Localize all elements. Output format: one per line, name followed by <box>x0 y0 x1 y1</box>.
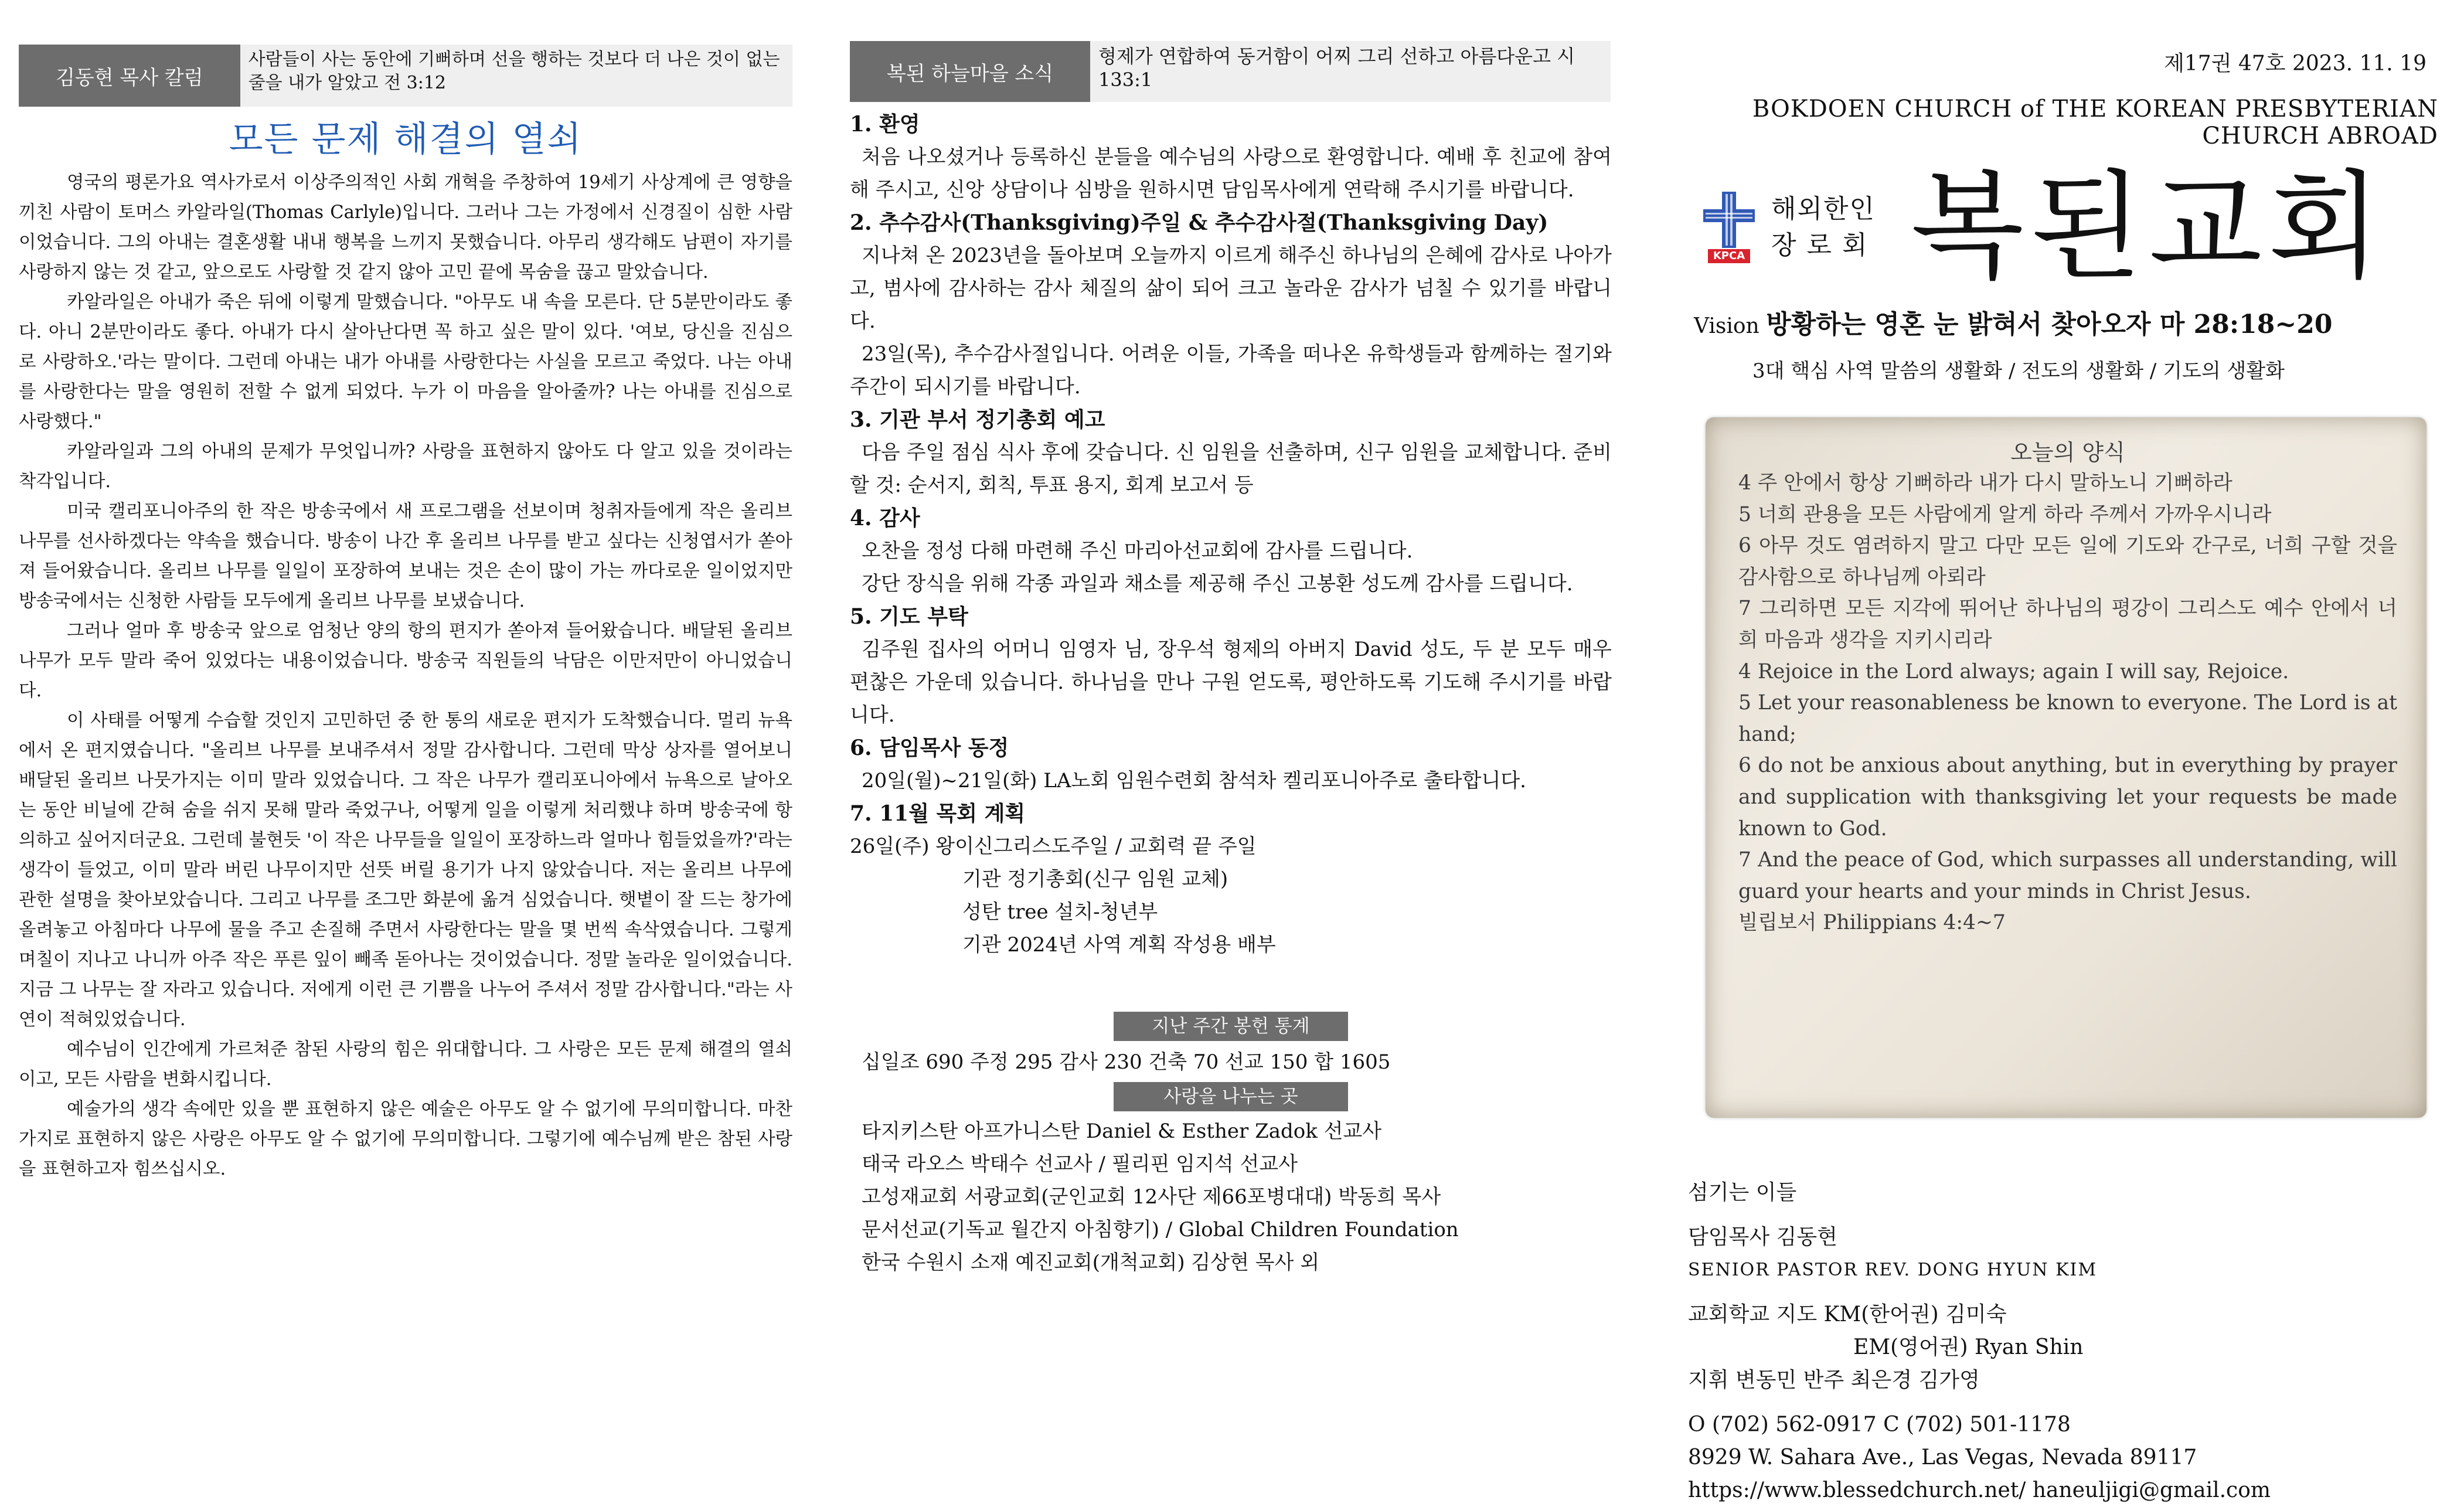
verse-line: 7 그리하면 모든 지각에 뛰어난 하나님의 평강이 그리스도 예수 안에서 너희 마음과 생각을 지키시리라 <box>1738 597 2397 652</box>
verse-line: 4 주 안에서 항상 기뻐하라 내가 다시 말하노니 기뻐하라 <box>1738 471 2232 495</box>
plan-list <box>850 830 1612 961</box>
vision-label: Vision <box>1694 314 1759 338</box>
mission-item: 한국 수원시 소재 예진교회(개척교회) 김상현 목사 외 <box>862 1251 1320 1274</box>
verse-line: 4 Rejoice in the Lord always; again I will say, Rejoice. <box>1738 659 2289 683</box>
daily-bread-title: 오늘의 양식 <box>2010 440 2125 465</box>
staff-info <box>1688 1176 2450 1507</box>
mission-item: 문서선교(기독교 월간지 아침향기) / Global Children Foundation <box>862 1218 1459 1241</box>
senior-pastor-ko: 담임목사 김동현 <box>1688 1225 1837 1249</box>
news-paragraph: 23일(목), 추수감사절입니다. 어려운 이들, 가족을 떠나온 유학생들과 함께하는 절기와 주간이 되시기를 바랍니다. <box>850 342 1612 399</box>
church-english-name: BOKDOEN CHURCH of THE KOREAN PRESBYTERIAN CHURCH ABROAD <box>1752 96 2438 149</box>
column-tag: 김동현 목사 칼럼 <box>19 45 240 107</box>
mission-item: 타지키스탄 아프가니스탄 Daniel & Esther Zadok 선교사 <box>862 1120 1382 1143</box>
verse-reference: 빌립보서 Philippians 4:4~7 <box>1738 911 2006 935</box>
staff-heading: 섬기는 이들 <box>1688 1181 1797 1205</box>
verse-line: 5 너희 관용을 모든 사람에게 알게 하라 주께서 가까우시니라 <box>1738 502 2272 526</box>
verse-line: 6 do not be anxious about anything, but in everything by prayer and supplication with thanksgiving let your requests be made known to God. <box>1738 754 2397 841</box>
mission-tag: 사랑을 나누는 곳 <box>1114 1082 1348 1111</box>
column-paragraph: 예수님이 인간에게 가르쳐준 참된 사랑의 힘은 위대합니다. 그 사랑은 모든 문제 해결의 열쇠이고, 모든 사람을 변화시킵니다. <box>19 1039 792 1090</box>
news-section-heading: 2. 추수감사(Thanksgiving)주일 & 추수감사절(Thanksgiving Day) <box>850 210 1548 235</box>
verse-line: 7 And the peace of God, which surpasses all understanding, will guard your hearts and your minds in Christ Jesus. <box>1738 848 2397 903</box>
plan-item: 성탄 tree 설치-청년부 <box>962 900 1158 924</box>
church-school-em: EM(영어권) Ryan Shin <box>1853 1335 2084 1359</box>
masthead-logo-row <box>1700 160 2450 295</box>
column-title: 모든 문제 해결의 열쇠 <box>229 119 583 160</box>
denomination-line: 장 로 회 <box>1771 230 1869 260</box>
daily-bread-panel <box>1706 417 2426 1118</box>
news-header <box>850 41 1612 102</box>
news-section-heading: 4. 감사 <box>850 506 920 530</box>
news-paragraph: 처음 나오셨거나 등록하신 분들을 예수님의 사랑으로 환영합니다. 예배 후 친교에 참여해 주시고, 신앙 상담이나 심방을 원하시면 담임목사에게 연락해 주시기를 바랍니다. <box>850 145 1612 202</box>
kpca-badge: KPCA <box>1708 249 1750 263</box>
column-paragraph: 이 사태를 어떻게 수습할 것인지 고민하던 중 한 통의 새로운 편지가 도착했습니다. 멀리 뉴욕에서 온 편지였습니다. "올리브 나무를 보내주셔서 정말 감사합니다. 그런데 막상 상자를 열어보니 배달된 올리브 나뭇가지는 이미 말라 있었습니다. 그 작은 나무가 캘리포니아에서 뉴욕으로 날아오는 동안 비닐에 갇혀 숨을 쉬지 못해 말라 죽었구나, 어떻게 일을 이렇게 처리했냐 하며 방송국에 항의하고 싶어지더군요. 그런데 불현듯 '이 작은 나무들을 일일이 포장하느라 얼마나 힘들었을까?'라는 생각이 들었고, 이미 말라 버린 나무이지만 선뜻 버릴 용기가 나지 않았습니다. 저는 올리브 나무에 관한 설명을 찾아보았습니다. 그리고 나무를 조그만 화분에 옮겨 심었습니다. 햇볕이 잘 드는 창가에 올려놓고 아침마다 나무에 물을 주고 손질해 주면서 사랑한다는 말을 몇 번씩 속삭였습니다. 그렇게 며칠이 지나고 나니까 아주 작은 푸른 잎이 빼족 돋아나는 것이었습니다. 정말 놀라운 일이었습니다. 지금 그 나무는 잘 자라고 있습니다. 저에게 이런 큰 기쁨을 나누어 주셔서 정말 감사합니다."라는 사연이 적혀있었습니다. <box>19 710 792 1030</box>
news-section-heading: 6. 담임목사 동정 <box>850 736 1009 760</box>
offering-stats: 십일조 690 주정 295 감사 230 건축 70 선교 150 합 1605 <box>862 1050 1391 1074</box>
plan-item: 기관 정기총회(신구 임원 교체) <box>962 868 1228 891</box>
verse-line: 6 아무 것도 염려하지 말고 다만 모든 일에 기도와 간구로, 너희 구할 것을 감사함으로 하나님께 아뢰라 <box>1738 534 2397 589</box>
verse-line: 5 Let your reasonableness be known to everyone. The Lord is at hand; <box>1738 691 2397 746</box>
news-paragraph: 오찬을 정성 다해 마련해 주신 마리아선교회에 감사를 드립니다. <box>862 539 1413 563</box>
column-paragraph: 카알라일과 그의 아내의 문제가 무엇입니까? 사랑을 표현하지 않아도 다 알고 있을 것이라는 착각입니다. <box>19 441 792 492</box>
column-paragraph: 그러나 얼마 후 방송국 앞으로 엄청난 양의 항의 편지가 쏟아져 들어왔습니다. 배달된 올리브 나무가 모두 말라 죽어 있었다는 내용이었습니다. 방송국 직원들의 낙담은 이만저만이 아니었습니다. <box>19 621 792 701</box>
core-ministries: 3대 핵심 사역 말씀의 생활화 / 전도의 생활화 / 기도의 생활화 <box>1752 359 2285 383</box>
church-school-km: 교회학교 지도 KM(한어권) 김미숙 <box>1688 1302 2007 1326</box>
church-address: 8929 W. Sahara Ave., Las Vegas, Nevada 89117 <box>1688 1445 2197 1469</box>
news-paragraph: 20일(월)~21일(화) LA노회 임원수련회 참석차 켈리포니아주로 출타합니다. <box>862 769 1526 792</box>
kpca-cross-logo-icon <box>1700 189 1758 266</box>
church-korean-name: 복된교회 <box>1911 159 2387 295</box>
denomination-line: 해외한인 <box>1771 194 1876 224</box>
plan-item: 26일(주) 왕이신그리스도주일 / 교회력 끝 주일 <box>850 835 1257 858</box>
news-paragraph: 지나쳐 온 2023년을 돌아보며 오늘까지 이르게 해주신 하나님의 은혜에 감사로 나아가고, 범사에 감사하는 감사 체질의 삶이 되어 크고 놀라운 감사가 넘칠 수 있기를 바랍니다. <box>850 244 1612 333</box>
senior-pastor-en: SENIOR PASTOR REV. DONG HYUN KIM <box>1688 1260 2098 1280</box>
column-paragraph: 미국 캘리포니아주의 한 작은 방송국에서 새 프로그램을 선보이며 청취자들에게 작은 올리브 나무를 선사하겠다는 약속을 했습니다. 방송이 나간 후 올리브 나무를 받고 싶다는 신청엽서가 쏟아져 들어왔습니다. 올리브 나무를 일일이 포장하여 보내는 것은 손이 많이 가는 까다로운 일이었지만 방송국에서는 신청한 사람들 모두에게 올리브 나무를 보냈습니다. <box>19 501 792 611</box>
masthead-column <box>1682 0 2450 1507</box>
column-header <box>19 45 792 107</box>
pastor-column <box>19 0 792 1184</box>
column-quote: 사람들이 사는 동안에 기뻐하며 선을 행하는 것보다 더 나은 것이 없는 줄을 내가 알았고 전 3:12 <box>240 45 792 107</box>
mission-list <box>850 1115 1612 1279</box>
mission-item: 태국 라오스 박태수 선교사 / 필리핀 임지석 선교사 <box>862 1152 1298 1176</box>
news-paragraph: 강단 장식을 위해 각종 과일과 채소를 제공해 주신 고봉환 성도께 감사를 드립니다. <box>862 572 1573 596</box>
music-staff: 지휘 변동민 반주 최은경 김가영 <box>1688 1368 1980 1392</box>
news-section-heading: 7. 11월 목회 계획 <box>850 801 1026 826</box>
issue-number: 제17권 47호 2023. 11. 19 <box>2164 52 2426 76</box>
denomination-label <box>1771 191 1876 264</box>
column-paragraph: 영국의 평론가요 역사가로서 이상주의적인 사회 개혁을 주창하여 19세기 사상계에 큰 영향을 끼친 사람이 토머스 카알라일(Thomas Carlyle)입니다. 그러나 그는 가정에서 신경질이 심한 사람이었습니다. 그의 아내는 결혼생활 내내 행복을 느끼지 못했습니다. 아무리 생각해도 남편이 자기를 사랑하지 않는 것 같고, 앞으로도 사랑할 것 같지 않아 고민 끝에 목숨을 끊고 말았습니다. <box>19 172 792 283</box>
column-paragraph: 카알라일은 아내가 죽은 뒤에 이렇게 말했습니다. "아무도 내 속을 모른다. 단 5분만이라도 좋다. 아니 2분만이라도 좋다. 아내가 다시 살아난다면 꼭 하고 싶은 말이 있다. '여보, 당신을 진심으로 사랑하오.'라는 말이다. 그런데 아내는 내가 아내를 사랑한다는 사실을 모르고 죽었다. 나는 아내를 사랑한다는 말을 영원히 전할 수 없게 되었다. 누가 이 마음을 알아줄까? 나는 아내를 진심으로 사랑했다." <box>19 292 792 432</box>
news-paragraph: 다음 주일 점심 식사 후에 갖습니다. 신 임원을 선출하며, 신구 임원을 교체합니다. 준비할 것: 순서지, 회칙, 투표 용지, 회계 보고서 등 <box>850 441 1612 497</box>
plan-item: 기관 2024년 사역 계획 작성용 배부 <box>962 933 1276 957</box>
vision-text: 방황하는 영혼 눈 밝혀서 찾아오자 마 28:18~20 <box>1766 309 2333 339</box>
column-paragraph: 예술가의 생각 속에만 있을 뿐 표현하지 않은 예술은 아무도 알 수 없기에 무의미합니다. 마찬가지로 표현하지 않은 사랑은 아무도 알 수 없기에 무의미합니다. 그렇기에 예수님께 받은 참된 사랑을 표현하고자 힘쓰십시오. <box>19 1099 792 1179</box>
news-quote: 형제가 연합하여 동거함이 어찌 그리 선하고 아름다운고 시 133:1 <box>1090 41 1611 102</box>
news-section-heading: 5. 기도 부탁 <box>850 604 968 629</box>
column-body <box>19 168 792 1184</box>
news-section-heading: 1. 환영 <box>850 112 920 137</box>
news-paragraph: 김주원 집사의 어머니 임영자 님, 장우석 형제의 아버지 David 성도, 두 분 모두 매우 편찮은 가운데 있습니다. 하나님을 만나 구원 얻도록, 평안하도록 기도해 주시기를 바랍니다. <box>850 638 1612 727</box>
news-tag: 복된 하늘마을 소식 <box>850 41 1090 102</box>
vision-line <box>1694 303 2450 341</box>
phone-numbers: O (702) 562-0917 C (702) 501-1178 <box>1688 1413 2071 1437</box>
news-section-heading: 3. 기관 부서 정기총회 예고 <box>850 407 1105 432</box>
news-column <box>850 0 1612 1279</box>
mission-item: 고성재교회 서광교회(군인교회 12사단 제66포병대대) 박동희 목사 <box>862 1185 1441 1209</box>
web-and-email[interactable]: https://www.blessedchurch.net/ haneuljigi@gmail.com <box>1688 1478 2271 1502</box>
offering-stats-tag: 지난 주간 봉헌 통계 <box>1114 1012 1348 1041</box>
